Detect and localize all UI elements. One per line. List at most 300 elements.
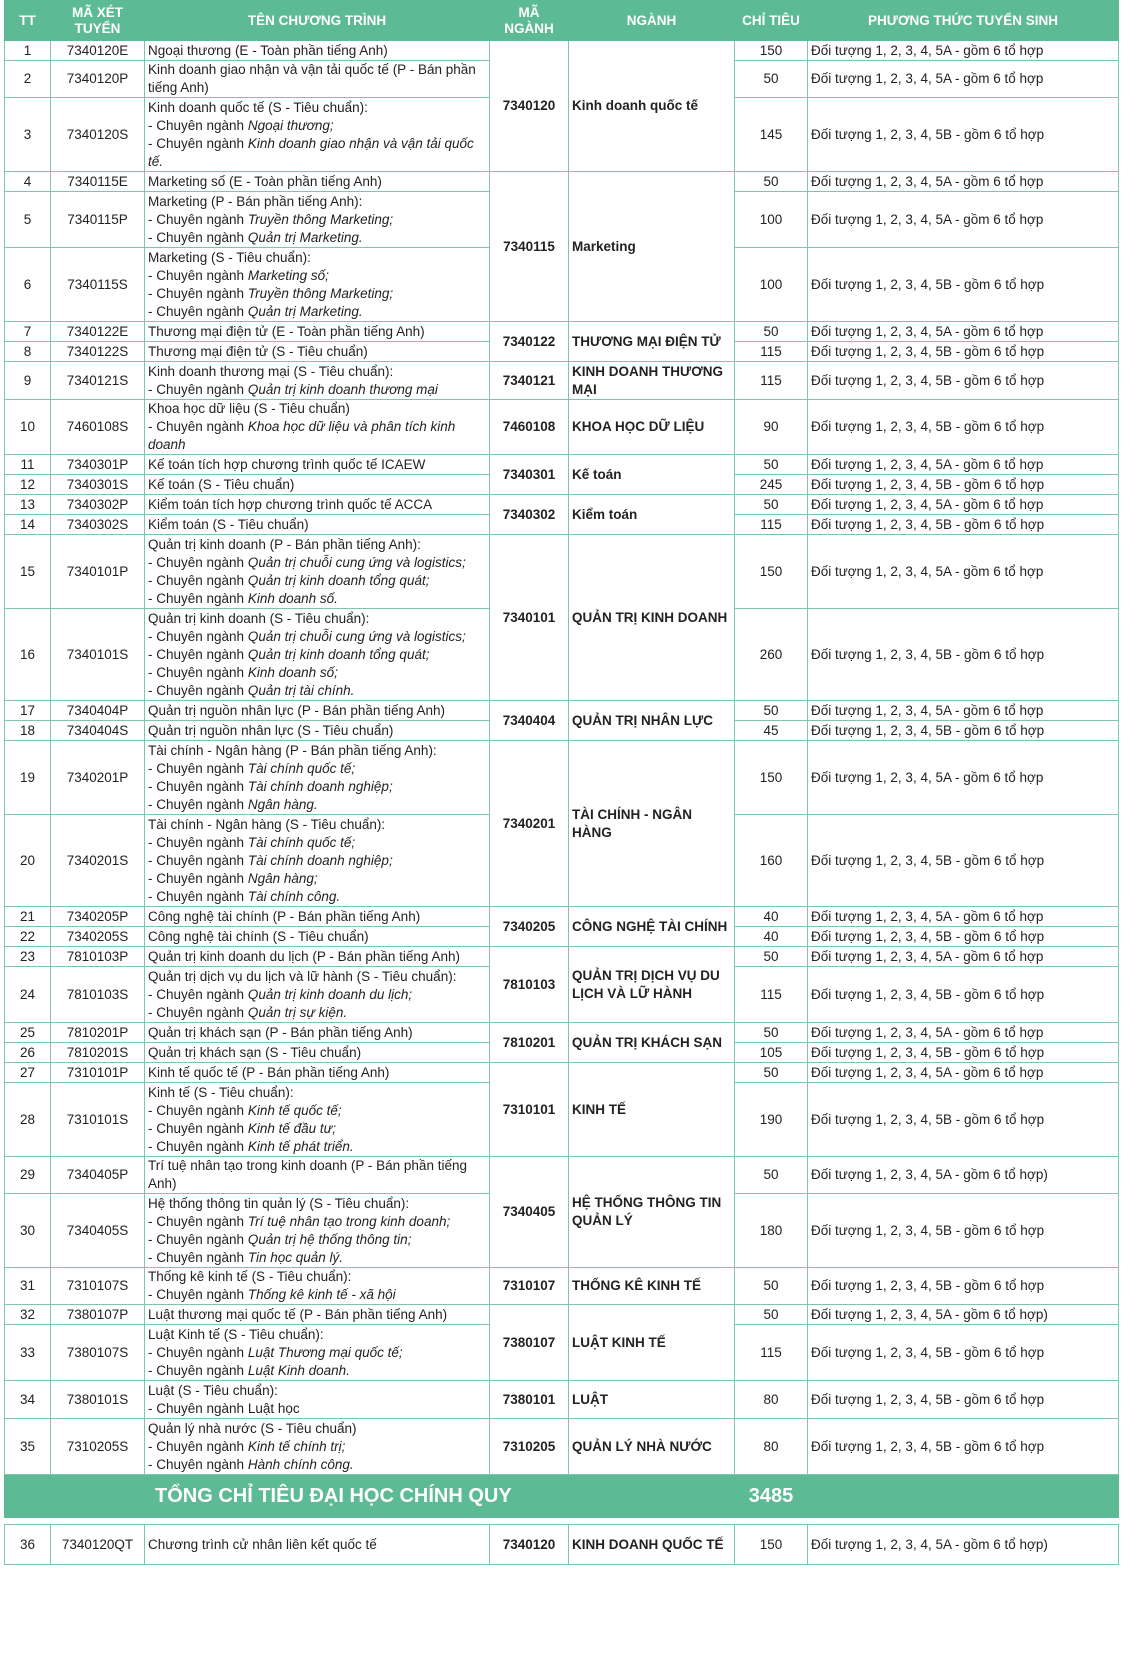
program-line: [148, 646, 486, 664]
program-line-text: - Chuyên ngành: [148, 590, 248, 606]
specialization-name: Kinh doanh giao nhận và vận tải quốc tế.: [148, 135, 474, 169]
program-line: [148, 1102, 486, 1120]
cell-chi-tieu: 150: [735, 741, 808, 815]
cell-tt: 1: [5, 41, 51, 61]
program-line-text: - Chuyên ngành: [148, 1231, 248, 1247]
specialization-name: Ngân hàng;: [247, 870, 318, 886]
program-line-text: - Chuyên ngành: [148, 211, 248, 227]
cell-tt: 18: [5, 721, 51, 741]
cell-ma-xet-tuyen: 7340115P: [51, 192, 145, 248]
cell-tt: 6: [5, 248, 51, 322]
program-line-text: Kiểm toán (S - Tiêu chuẩn): [148, 516, 309, 532]
cell-chi-tieu: 50: [735, 1023, 808, 1043]
cell-ma-xet-tuyen: 7810201P: [51, 1023, 145, 1043]
cell-ma-nganh: 7380101: [490, 1381, 569, 1419]
cell-nganh: Kinh doanh quốc tế: [569, 41, 735, 172]
total-empty-cell: [808, 1475, 1119, 1518]
program-line: [148, 1286, 486, 1304]
cell-phuong-thuc: Đối tượng 1, 2, 3, 4, 5A - gồm 6 tổ hợp: [808, 701, 1119, 721]
program-line: [148, 1362, 486, 1380]
cell-ten-chuong-trinh: [145, 1325, 490, 1381]
cell-nganh: LUẬT: [569, 1381, 735, 1419]
specialization-name: Khoa học dữ liệu và phân tích kinh doanh: [148, 419, 456, 452]
specialization-name: Tài chính doanh nghiệp;: [247, 852, 393, 868]
cell-tt: 7: [5, 322, 51, 342]
cell-ma-nganh: 7340302: [490, 495, 569, 535]
specialization-name: Marketing số;: [247, 267, 329, 283]
cell-ma-nganh: 7340121: [490, 362, 569, 400]
cell-ma-xet-tuyen: 7340404S: [51, 721, 145, 741]
program-line-text: - Chuyên ngành: [148, 1438, 248, 1454]
cell-tt: 2: [5, 61, 51, 98]
program-line: [148, 1064, 486, 1082]
cell-ma-xet-tuyen: 7810103P: [51, 947, 145, 967]
program-line: [148, 193, 486, 211]
cell-tt: 21: [5, 907, 51, 927]
specialization-name: Quản trị chuỗi cung ứng và logistics;: [247, 554, 466, 570]
cell-ten-chuong-trinh: [145, 609, 490, 701]
specialization-name: Tài chính doanh nghiệp;: [247, 778, 393, 794]
program-line: [148, 1195, 486, 1213]
program-line: [148, 536, 486, 554]
specialization-name: Kinh tế đầu tư;: [247, 1120, 336, 1136]
cell-tt: 12: [5, 475, 51, 495]
program-line: [148, 1044, 486, 1062]
cell-ma-xet-tuyen: 7310205S: [51, 1419, 145, 1475]
program-line-text: Khoa học dữ liệu (S - Tiêu chuẩn): [148, 401, 350, 416]
cell-chi-tieu: 145: [735, 98, 808, 172]
cell-phuong-thuc: Đối tượng 1, 2, 3, 4, 5B - gồm 6 tổ hợp: [808, 515, 1119, 535]
program-line-text: - Chuyên ngành: [148, 117, 248, 133]
cell-ten-chuong-trinh: [145, 322, 490, 342]
cell-phuong-thuc: Đối tượng 1, 2, 3, 4, 5B - gồm 6 tổ hợp: [808, 1268, 1119, 1305]
cell-ma-nganh: 7340120: [490, 1525, 569, 1565]
cell-phuong-thuc: Đối tượng 1, 2, 3, 4, 5A - gồm 6 tổ hợp: [808, 1063, 1119, 1083]
cell-chi-tieu: 50: [735, 322, 808, 342]
cell-phuong-thuc: Đối tượng 1, 2, 3, 4, 5A - gồm 6 tổ hợp): [808, 1305, 1119, 1325]
cell-tt: 3: [5, 98, 51, 172]
program-line: [148, 381, 486, 399]
program-line: [148, 1382, 486, 1400]
program-line-text: Quản trị khách sạn (S - Tiêu chuẩn): [148, 1044, 362, 1060]
program-line: [148, 1024, 486, 1042]
cell-ma-xet-tuyen: 7810103S: [51, 967, 145, 1023]
program-line-text: - Chuyên ngành: [148, 303, 248, 319]
cell-ma-nganh: 7340404: [490, 701, 569, 741]
cell-ma-nganh: 7310101: [490, 1063, 569, 1157]
specialization-name: Quản trị kinh doanh thương mại: [247, 381, 438, 397]
cell-nganh: KINH DOANH THƯƠNG MẠI: [569, 362, 735, 400]
program-line: [148, 1231, 486, 1249]
table-row: [5, 741, 1119, 815]
cell-ma-xet-tuyen: 7340201S: [51, 815, 145, 907]
cell-phuong-thuc: Đối tượng 1, 2, 3, 4, 5B - gồm 6 tổ hợp: [808, 98, 1119, 172]
cell-chi-tieu: 40: [735, 907, 808, 927]
program-line: [148, 796, 486, 814]
program-line-text: - Chuyên ngành: [148, 870, 248, 886]
program-line-text: Thương mại điện tử (E - Toàn phần tiếng Anh): [148, 323, 425, 339]
program-line: [148, 760, 486, 778]
cell-tt: 32: [5, 1305, 51, 1325]
cell-chi-tieu: 260: [735, 609, 808, 701]
cell-ma-nganh: 7340115: [490, 172, 569, 322]
program-line-text: Công nghệ tài chính (S - Tiêu chuẩn): [148, 928, 369, 944]
program-line-text: - Chuyên ngành: [148, 554, 248, 570]
program-line-text: Quản trị kinh doanh du lịch (P - Bán phần tiếng Anh): [148, 948, 460, 964]
program-line-text: - Chuyên ngành: [148, 1138, 248, 1154]
specialization-name: Kinh tế quốc tế;: [247, 1102, 342, 1118]
program-line-text: Quản trị nguồn nhân lực (P - Bán phần tiếng Anh): [148, 702, 445, 718]
program-line-text: - Chuyên ngành Luật học: [148, 1400, 300, 1416]
program-line: [148, 1268, 486, 1286]
cell-chi-tieu: 50: [735, 1157, 808, 1194]
program-line: [148, 456, 486, 474]
cell-ma-xet-tuyen: 7340122E: [51, 322, 145, 342]
program-line-text: - Chuyên ngành: [148, 1213, 248, 1229]
cell-ma-xet-tuyen: 7310107S: [51, 1268, 145, 1305]
cell-chi-tieu: 100: [735, 248, 808, 322]
program-line: [148, 303, 486, 321]
cell-ten-chuong-trinh: [145, 1305, 490, 1325]
cell-ma-xet-tuyen: 7810201S: [51, 1043, 145, 1063]
program-line: [148, 664, 486, 682]
program-line-text: - Chuyên ngành: [148, 1456, 248, 1472]
cell-phuong-thuc: Đối tượng 1, 2, 3, 4, 5B - gồm 6 tổ hợp: [808, 1419, 1119, 1475]
program-line-text: Thống kê kinh tế (S - Tiêu chuẩn):: [148, 1269, 352, 1284]
cell-phuong-thuc: Đối tượng 1, 2, 3, 4, 5A - gồm 6 tổ hợp: [808, 322, 1119, 342]
cell-ma-xet-tuyen: 7340205P: [51, 907, 145, 927]
program-line-text: Quản trị dịch vụ du lịch và lữ hành (S - Tiêu chuẩn):: [148, 968, 457, 984]
cell-nganh: TÀI CHÍNH - NGÂN HÀNG: [569, 741, 735, 907]
program-line-text: Kinh tế quốc tế (P - Bán phần tiếng Anh): [148, 1064, 390, 1080]
cell-ten-chuong-trinh: [145, 1083, 490, 1157]
table-row: [5, 1381, 1119, 1419]
cell-phuong-thuc: Đối tượng 1, 2, 3, 4, 5B - gồm 6 tổ hợp: [808, 1194, 1119, 1268]
cell-phuong-thuc: Đối tượng 1, 2, 3, 4, 5B - gồm 6 tổ hợp: [808, 248, 1119, 322]
cell-ma-nganh: 7340301: [490, 455, 569, 495]
cell-tt: 30: [5, 1194, 51, 1268]
cell-ten-chuong-trinh: [145, 400, 490, 455]
program-line: [148, 516, 486, 534]
cell-tt: 29: [5, 1157, 51, 1194]
cell-chi-tieu: 150: [735, 535, 808, 609]
program-line: [148, 343, 486, 361]
spacer-row: [5, 1518, 1119, 1525]
program-line-text: - Chuyên ngành: [148, 664, 248, 680]
program-line: [148, 211, 486, 229]
cell-ma-xet-tuyen: 7310101P: [51, 1063, 145, 1083]
program-line-text: Trí tuệ nhân tạo trong kinh doanh (P - Bán phần tiếng Anh): [148, 1158, 467, 1191]
cell-ma-nganh: 7310107: [490, 1268, 569, 1305]
cell-phuong-thuc: Đối tượng 1, 2, 3, 4, 5B - gồm 6 tổ hợp: [808, 1381, 1119, 1419]
program-line: [148, 572, 486, 590]
table-row: [5, 1525, 1119, 1565]
cell-phuong-thuc: Đối tượng 1, 2, 3, 4, 5B - gồm 6 tổ hợp: [808, 1083, 1119, 1157]
cell-tt: 34: [5, 1381, 51, 1419]
cell-phuong-thuc: Đối tượng 1, 2, 3, 4, 5A - gồm 6 tổ hợp: [808, 61, 1119, 98]
cell-ten-chuong-trinh: [145, 192, 490, 248]
cell-ma-xet-tuyen: 7340121S: [51, 362, 145, 400]
specialization-name: Trí tuệ nhân tạo trong kinh doanh;: [247, 1213, 451, 1229]
cell-chi-tieu: 115: [735, 362, 808, 400]
program-line-text: Marketing (P - Bán phần tiếng Anh):: [148, 193, 363, 209]
cell-tt: 8: [5, 342, 51, 362]
cell-ma-nganh: 7810201: [490, 1023, 569, 1063]
program-line: [148, 1213, 486, 1231]
program-line: [148, 1138, 486, 1156]
program-line: [148, 610, 486, 628]
cell-ma-nganh: 7340101: [490, 535, 569, 701]
cell-tt: 19: [5, 741, 51, 815]
program-line: [148, 249, 486, 267]
cell-nganh: Kiểm toán: [569, 495, 735, 535]
table-row: [5, 1023, 1119, 1043]
program-line: [148, 1438, 486, 1456]
program-line-text: - Chuyên ngành: [148, 852, 248, 868]
cell-phuong-thuc: Đối tượng 1, 2, 3, 4, 5A - gồm 6 tổ hợp: [808, 1023, 1119, 1043]
cell-phuong-thuc: Đối tượng 1, 2, 3, 4, 5B - gồm 6 tổ hợp: [808, 400, 1119, 455]
table-row: [5, 322, 1119, 342]
specialization-name: Tài chính quốc tế;: [247, 760, 356, 776]
program-line-text: Tài chính - Ngân hàng (P - Bán phần tiếng Anh):: [148, 742, 437, 758]
program-line-text: Marketing số (E - Toàn phần tiếng Anh): [148, 173, 382, 189]
program-line-text: Kinh tế (S - Tiêu chuẩn):: [148, 1084, 294, 1100]
header-ma-xet-tuyen: MÃ XÉT TUYỂN: [51, 1, 145, 41]
program-line-text: - Chuyên ngành: [148, 285, 248, 301]
program-line: [148, 948, 486, 966]
header-ten-chuong-trinh: TÊN CHƯƠNG TRÌNH: [145, 1, 490, 41]
table-row: [5, 362, 1119, 400]
program-line: [148, 816, 486, 834]
program-line-text: Hệ thống thông tin quản lý (S - Tiêu chuẩn):: [148, 1195, 410, 1211]
specialization-name: Luật Kinh doanh.: [247, 1362, 350, 1378]
program-line: [148, 590, 486, 608]
program-line-text: - Chuyên ngành: [148, 986, 248, 1002]
program-line: [148, 61, 486, 97]
program-line: [148, 476, 486, 494]
cell-ma-xet-tuyen: 7340101S: [51, 609, 145, 701]
program-line: [148, 682, 486, 700]
cell-tt: 5: [5, 192, 51, 248]
admissions-table: [4, 0, 1119, 1565]
specialization-name: Quản trị kinh doanh tổng quát;: [247, 646, 430, 662]
program-line-text: - Chuyên ngành: [148, 135, 248, 151]
program-line: [148, 1456, 486, 1474]
table-row: [5, 947, 1119, 967]
cell-chi-tieu: 80: [735, 1381, 808, 1419]
cell-ten-chuong-trinh: [145, 61, 490, 98]
cell-ma-xet-tuyen: 7340115E: [51, 172, 145, 192]
cell-phuong-thuc: Đối tượng 1, 2, 3, 4, 5B - gồm 6 tổ hợp: [808, 475, 1119, 495]
program-line-text: - Chuyên ngành: [148, 760, 248, 776]
cell-ma-nganh: 7340405: [490, 1157, 569, 1268]
cell-phuong-thuc: Đối tượng 1, 2, 3, 4, 5A - gồm 6 tổ hợp: [808, 741, 1119, 815]
cell-ten-chuong-trinh: [145, 455, 490, 475]
cell-ma-xet-tuyen: 7340120E: [51, 41, 145, 61]
cell-ma-xet-tuyen: 7340301S: [51, 475, 145, 495]
specialization-name: Kinh doanh số.: [247, 590, 338, 606]
cell-chi-tieu: 150: [735, 41, 808, 61]
specialization-name: Quản trị kinh doanh tổng quát;: [247, 572, 430, 588]
cell-chi-tieu: 150: [735, 1525, 808, 1565]
cell-phuong-thuc: Đối tượng 1, 2, 3, 4, 5A - gồm 6 tổ hợp: [808, 495, 1119, 515]
cell-tt: 36: [5, 1525, 51, 1565]
program-line: [148, 135, 486, 171]
program-line-text: - Chuyên ngành: [148, 1287, 248, 1302]
cell-tt: 33: [5, 1325, 51, 1381]
cell-ten-chuong-trinh: [145, 248, 490, 322]
cell-tt: 15: [5, 535, 51, 609]
cell-ten-chuong-trinh: [145, 495, 490, 515]
cell-phuong-thuc: Đối tượng 1, 2, 3, 4, 5A - gồm 6 tổ hợp: [808, 192, 1119, 248]
program-line-text: Quản trị kinh doanh (S - Tiêu chuẩn):: [148, 610, 370, 626]
program-line-text: Ngoại thương (E - Toàn phần tiếng Anh): [148, 42, 388, 58]
cell-chi-tieu: 50: [735, 495, 808, 515]
table-row: [5, 1305, 1119, 1325]
table-row: [5, 1268, 1119, 1305]
program-line-text: Kinh doanh thương mại (S - Tiêu chuẩn):: [148, 363, 394, 379]
program-line-text: Tài chính - Ngân hàng (S - Tiêu chuẩn):: [148, 816, 386, 832]
table-body: [5, 41, 1119, 1475]
program-line-text: - Chuyên ngành: [148, 682, 248, 698]
cell-nganh: QUẢN TRỊ DỊCH VỤ DU LỊCH VÀ LỮ HÀNH: [569, 947, 735, 1023]
cell-ten-chuong-trinh: Chương trình cử nhân liên kết quốc tế: [145, 1525, 490, 1565]
program-line-text: - Chuyên ngành: [148, 834, 248, 850]
cell-nganh: HỆ THỐNG THÔNG TIN QUẢN LÝ: [569, 1157, 735, 1268]
program-line: [148, 908, 486, 926]
cell-chi-tieu: 50: [735, 947, 808, 967]
specialization-name: Truyền thông Marketing;: [247, 211, 394, 227]
cell-tt: 35: [5, 1419, 51, 1475]
specialization-name: Luật Thương mại quốc tế;: [247, 1344, 403, 1360]
specialization-name: Ngân hàng.: [247, 796, 318, 812]
program-line-text: Quản trị khách sạn (P - Bán phần tiếng Anh): [148, 1024, 413, 1040]
cell-ma-xet-tuyen: 7340405P: [51, 1157, 145, 1194]
program-line: [148, 1400, 486, 1418]
cell-chi-tieu: 115: [735, 967, 808, 1023]
cell-tt: 13: [5, 495, 51, 515]
program-line-text: - Chuyên ngành: [148, 572, 248, 588]
cell-ten-chuong-trinh: [145, 1381, 490, 1419]
cell-phuong-thuc: Đối tượng 1, 2, 3, 4, 5A - gồm 6 tổ hợp): [808, 1525, 1119, 1565]
program-line-text: Luật thương mại quốc tế (P - Bán phần tiếng Anh): [148, 1306, 448, 1322]
cell-chi-tieu: 90: [735, 400, 808, 455]
cell-tt: 31: [5, 1268, 51, 1305]
program-line: [148, 42, 486, 60]
cell-phuong-thuc: Đối tượng 1, 2, 3, 4, 5A - gồm 6 tổ hợp: [808, 455, 1119, 475]
program-line-text: - Chuyên ngành: [148, 646, 248, 662]
cell-phuong-thuc: Đối tượng 1, 2, 3, 4, 5B - gồm 6 tổ hợp: [808, 362, 1119, 400]
program-line: [148, 834, 486, 852]
cell-tt: 11: [5, 455, 51, 475]
cell-tt: 25: [5, 1023, 51, 1043]
header-row: [5, 1, 1119, 41]
cell-chi-tieu: 160: [735, 815, 808, 907]
cell-tt: 24: [5, 967, 51, 1023]
cell-chi-tieu: 50: [735, 1268, 808, 1305]
cell-phuong-thuc: Đối tượng 1, 2, 3, 4, 5B - gồm 6 tổ hợp: [808, 1325, 1119, 1381]
specialization-name: Quản trị Marketing.: [247, 229, 363, 245]
program-line-text: Kế toán (S - Tiêu chuẩn): [148, 476, 295, 492]
specialization-name: Truyền thông Marketing;: [247, 285, 394, 301]
cell-ma-xet-tuyen: 7340301P: [51, 455, 145, 475]
cell-nganh: QUẢN TRỊ KINH DOANH: [569, 535, 735, 701]
cell-ma-xet-tuyen: 7340101P: [51, 535, 145, 609]
table-row: [5, 455, 1119, 475]
cell-ma-nganh: 7460108: [490, 400, 569, 455]
program-line: [148, 285, 486, 303]
cell-nganh: KINH DOANH QUỐC TẾ: [569, 1525, 735, 1565]
cell-chi-tieu: 80: [735, 1419, 808, 1475]
program-line-text: - Chuyên ngành: [148, 229, 248, 245]
cell-ten-chuong-trinh: [145, 741, 490, 815]
cell-phuong-thuc: Đối tượng 1, 2, 3, 4, 5A - gồm 6 tổ hợp: [808, 172, 1119, 192]
cell-tt: 22: [5, 927, 51, 947]
table-row: [5, 172, 1119, 192]
program-line-text: - Chuyên ngành: [148, 1102, 248, 1118]
cell-tt: 17: [5, 701, 51, 721]
cell-phuong-thuc: Đối tượng 1, 2, 3, 4, 5A - gồm 6 tổ hợp: [808, 41, 1119, 61]
program-line-text: Quản trị kinh doanh (P - Bán phần tiếng Anh):: [148, 536, 421, 552]
cell-ten-chuong-trinh: [145, 907, 490, 927]
cell-ten-chuong-trinh: [145, 1157, 490, 1194]
cell-ten-chuong-trinh: [145, 927, 490, 947]
table-row: [5, 535, 1119, 609]
cell-phuong-thuc: Đối tượng 1, 2, 3, 4, 5B - gồm 6 tổ hợp: [808, 721, 1119, 741]
program-line-text: Công nghệ tài chính (P - Bán phần tiếng Anh): [148, 908, 421, 924]
program-line: [148, 888, 486, 906]
program-line: [148, 628, 486, 646]
cell-ten-chuong-trinh: [145, 721, 490, 741]
cell-phuong-thuc: Đối tượng 1, 2, 3, 4, 5B - gồm 6 tổ hợp: [808, 815, 1119, 907]
program-line-text: - Chuyên ngành: [148, 419, 248, 434]
cell-chi-tieu: 50: [735, 1063, 808, 1083]
cell-chi-tieu: 50: [735, 455, 808, 475]
cell-ma-nganh: 7310205: [490, 1419, 569, 1475]
program-line: [148, 229, 486, 247]
program-line: [148, 778, 486, 796]
cell-chi-tieu: 245: [735, 475, 808, 495]
cell-ma-nganh: 7340205: [490, 907, 569, 947]
cell-ten-chuong-trinh: [145, 1419, 490, 1475]
cell-ma-nganh: 7340120: [490, 41, 569, 172]
specialization-name: Thống kê kinh tế - xã hội: [247, 1287, 396, 1302]
specialization-name: Quản trị sự kiện.: [247, 1004, 348, 1020]
cell-ma-xet-tuyen: 7460108S: [51, 400, 145, 455]
program-line: [148, 928, 486, 946]
table-row: [5, 41, 1119, 61]
cell-nganh: Kế toán: [569, 455, 735, 495]
cell-ten-chuong-trinh: [145, 1063, 490, 1083]
program-line-text: Luật (S - Tiêu chuẩn):: [148, 1382, 278, 1398]
program-line-text: - Chuyên ngành: [148, 1344, 248, 1360]
cell-ten-chuong-trinh: [145, 701, 490, 721]
specialization-name: Kinh tế phát triển.: [247, 1138, 354, 1154]
program-line-text: Quản trị nguồn nhân lực (S - Tiêu chuẩn): [148, 722, 394, 738]
specialization-name: Ngoại thương;: [247, 117, 334, 133]
cell-nganh: QUẢN TRỊ NHÂN LỰC: [569, 701, 735, 741]
cell-ma-xet-tuyen: 7340122S: [51, 342, 145, 362]
program-line: [148, 1157, 486, 1193]
header-nganh: NGÀNH: [569, 1, 735, 41]
specialization-name: Quản trị hệ thống thông tin;: [247, 1231, 412, 1247]
program-line: [148, 117, 486, 135]
cell-ten-chuong-trinh: [145, 815, 490, 907]
table-footer: [5, 1475, 1119, 1565]
cell-ten-chuong-trinh: [145, 515, 490, 535]
cell-tt: 9: [5, 362, 51, 400]
cell-ma-xet-tuyen: 7340115S: [51, 248, 145, 322]
